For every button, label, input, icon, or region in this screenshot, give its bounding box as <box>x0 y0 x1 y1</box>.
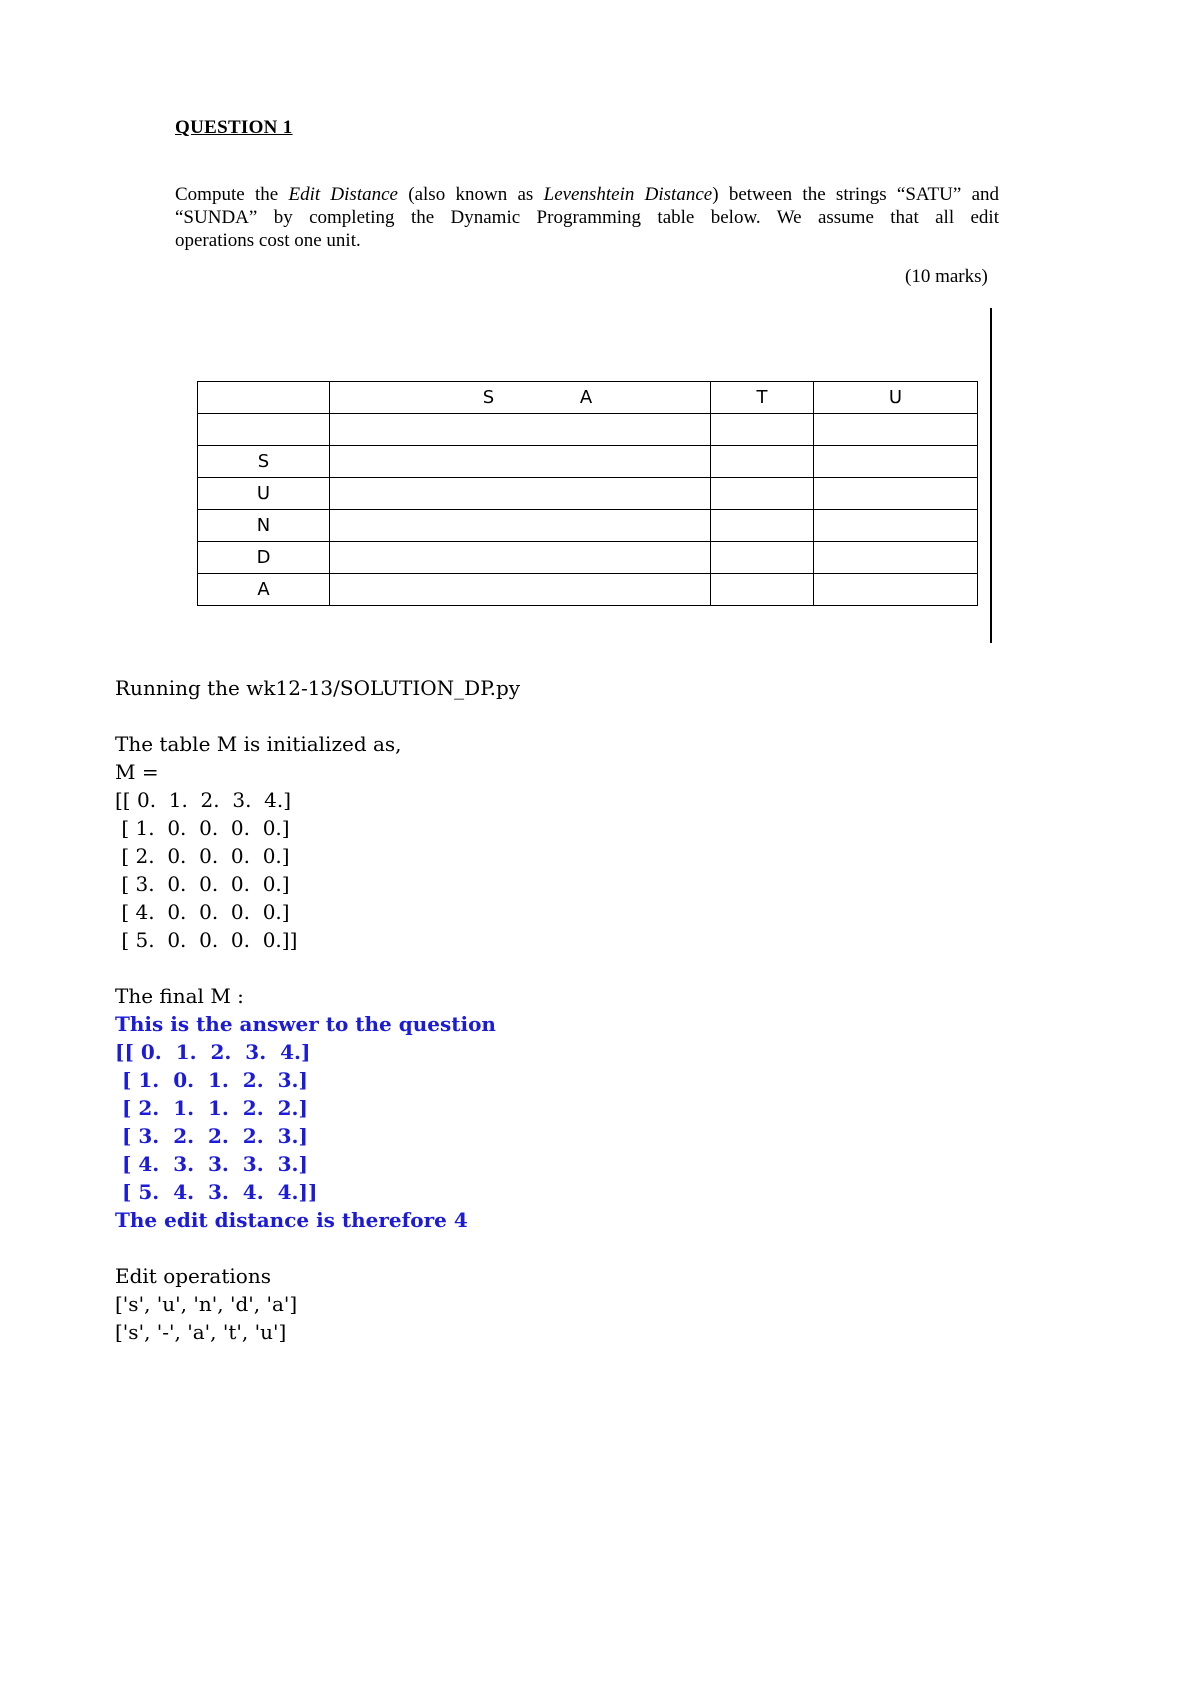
answer-label: This is the answer to the question <box>115 1012 496 1036</box>
edit-ops-label: Edit operations <box>115 1264 271 1288</box>
final-row: [ 3. 2. 2. 2. 3.] <box>115 1124 308 1148</box>
running-line: Running the wk12-13/SOLUTION_DP.py <box>115 676 521 700</box>
table-row <box>198 510 978 542</box>
final-row: [ 5. 4. 3. 4. 4.]] <box>115 1180 318 1204</box>
row-header: A <box>198 574 330 606</box>
col-header-a: A <box>579 387 593 408</box>
final-row: [ 2. 1. 1. 2. 2.] <box>115 1096 308 1120</box>
col-header-u: U <box>814 382 978 414</box>
row-header: U <box>198 478 330 510</box>
question-heading: QUESTION 1 <box>175 117 293 138</box>
init-row: [ 4. 0. 0. 0. 0.] <box>115 900 290 924</box>
col-header-t: T <box>711 382 814 414</box>
m-equals: M = <box>115 760 159 784</box>
marks-label: (10 marks) <box>905 266 988 287</box>
final-row: [ 4. 3. 3. 3. 3.] <box>115 1152 308 1176</box>
margin-rule <box>990 308 992 643</box>
init-label: The table M is initialized as, <box>115 732 402 756</box>
row-header: D <box>198 542 330 574</box>
question-text: Compute the Edit Distance (also known as Levenshtein Distance) between the strings “SATU” and “SUNDA” by completing the Dynamic Programming table below. We assume that all edit operations cost one unit. <box>175 184 999 251</box>
edit-ops-row: ['s', '-', 'a', 't', 'u'] <box>115 1320 287 1344</box>
table-row <box>198 414 978 446</box>
table-row <box>198 478 978 510</box>
table-row <box>198 446 978 478</box>
table-row <box>198 542 978 574</box>
final-row: [ 1. 0. 1. 2. 3.] <box>115 1068 308 1092</box>
row-header: N <box>198 510 330 542</box>
dp-table <box>197 381 978 606</box>
table-row <box>198 574 978 606</box>
col-header-s: S <box>482 387 495 408</box>
edit-ops-row: ['s', 'u', 'n', 'd', 'a'] <box>115 1292 298 1316</box>
table-header-row <box>198 382 978 414</box>
init-row: [ 2. 0. 0. 0. 0.] <box>115 844 290 868</box>
final-row: [[ 0. 1. 2. 3. 4.] <box>115 1040 311 1064</box>
init-row: [ 1. 0. 0. 0. 0.] <box>115 816 290 840</box>
row-header: S <box>198 446 330 478</box>
distance-text: The edit distance is therefore 4 <box>115 1208 468 1232</box>
init-row: [ 5. 0. 0. 0. 0.]] <box>115 928 298 952</box>
init-row: [ 3. 0. 0. 0. 0.] <box>115 872 290 896</box>
init-row: [[ 0. 1. 2. 3. 4.] <box>115 788 292 812</box>
final-label: The final M : <box>115 984 244 1008</box>
